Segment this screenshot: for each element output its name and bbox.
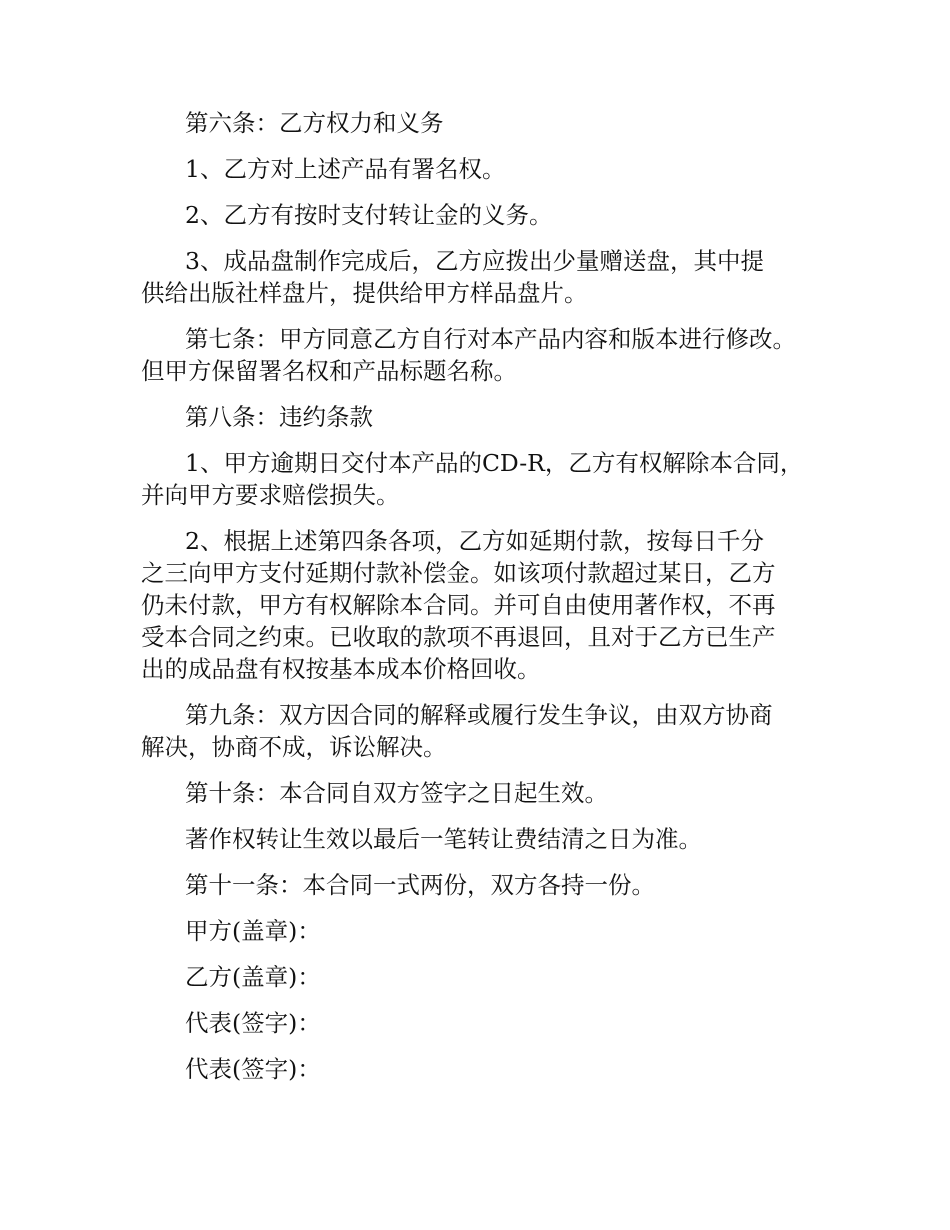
representative-signature-b	[141, 1053, 831, 1085]
text-line: 第七条：甲方同意乙方自行对本产品内容和版本进行修改。	[185, 325, 796, 353]
text-line: 2、乙方有按时支付转让金的义务。	[185, 201, 553, 229]
article-7	[141, 323, 831, 387]
text-line: 第六条：乙方权力和义务	[185, 109, 444, 137]
text-line: 第八条：违约条款	[185, 403, 373, 431]
document-body	[141, 107, 831, 1099]
text-line: 第十一条：本合同一式两份，双方各持一份。	[185, 871, 655, 899]
text-line: 3、成品盘制作完成后，乙方应拨出少量赠送盘，其中提	[185, 247, 764, 275]
text-line: 甲方(盖章)：	[185, 917, 321, 945]
text-line: 乙方(盖章)：	[185, 963, 321, 991]
text-line: 供给出版社样盘片，提供给甲方样品盘片。	[141, 279, 588, 307]
text-line: 著作权转让生效以最后一笔转让费结清之日为准。	[185, 825, 702, 853]
article-8-heading	[141, 401, 831, 433]
article-6-clause-2	[141, 199, 831, 231]
text-line: 解决，协商不成，诉讼解决。	[141, 733, 447, 761]
article-10	[141, 777, 831, 809]
article-6-heading	[141, 107, 831, 139]
article-8-clause-1	[141, 447, 831, 511]
article-6-clause-1	[141, 153, 831, 185]
text-line: 1、乙方对上述产品有署名权。	[185, 155, 506, 183]
representative-signature-a	[141, 1007, 831, 1039]
text-line: 之三向甲方支付延期付款补偿金。如该项付款超过某日，乙方	[141, 559, 776, 587]
party-a-seal	[141, 915, 831, 947]
article-9	[141, 699, 831, 763]
transfer-effective-note	[141, 823, 831, 855]
text-line: 1、甲方逾期日交付本产品的CD-R，乙方有权解除本合同，	[185, 449, 804, 477]
article-6-clause-3	[141, 245, 831, 309]
text-line: 但甲方保留署名权和产品标题名称。	[141, 357, 517, 385]
text-line: 并向甲方要求赔偿损失。	[141, 481, 400, 509]
text-line: 2、根据上述第四条各项，乙方如延期付款，按每日千分	[185, 527, 764, 555]
article-8-clause-2	[141, 525, 831, 685]
text-line: 代表(签字)：	[185, 1055, 321, 1083]
text-line: 出的成品盘有权按基本成本价格回收。	[141, 655, 541, 683]
text-line: 受本合同之约束。已收取的款项不再退回，且对于乙方已生产	[141, 623, 776, 651]
article-11	[141, 869, 831, 901]
party-b-seal	[141, 961, 831, 993]
text-line: 仍未付款，甲方有权解除本合同。并可自由使用著作权，不再	[141, 591, 776, 619]
text-line: 第十条：本合同自双方签字之日起生效。	[185, 779, 608, 807]
text-line: 代表(签字)：	[185, 1009, 321, 1037]
text-line: 第九条：双方因合同的解释或履行发生争议，由双方协商	[185, 701, 773, 729]
